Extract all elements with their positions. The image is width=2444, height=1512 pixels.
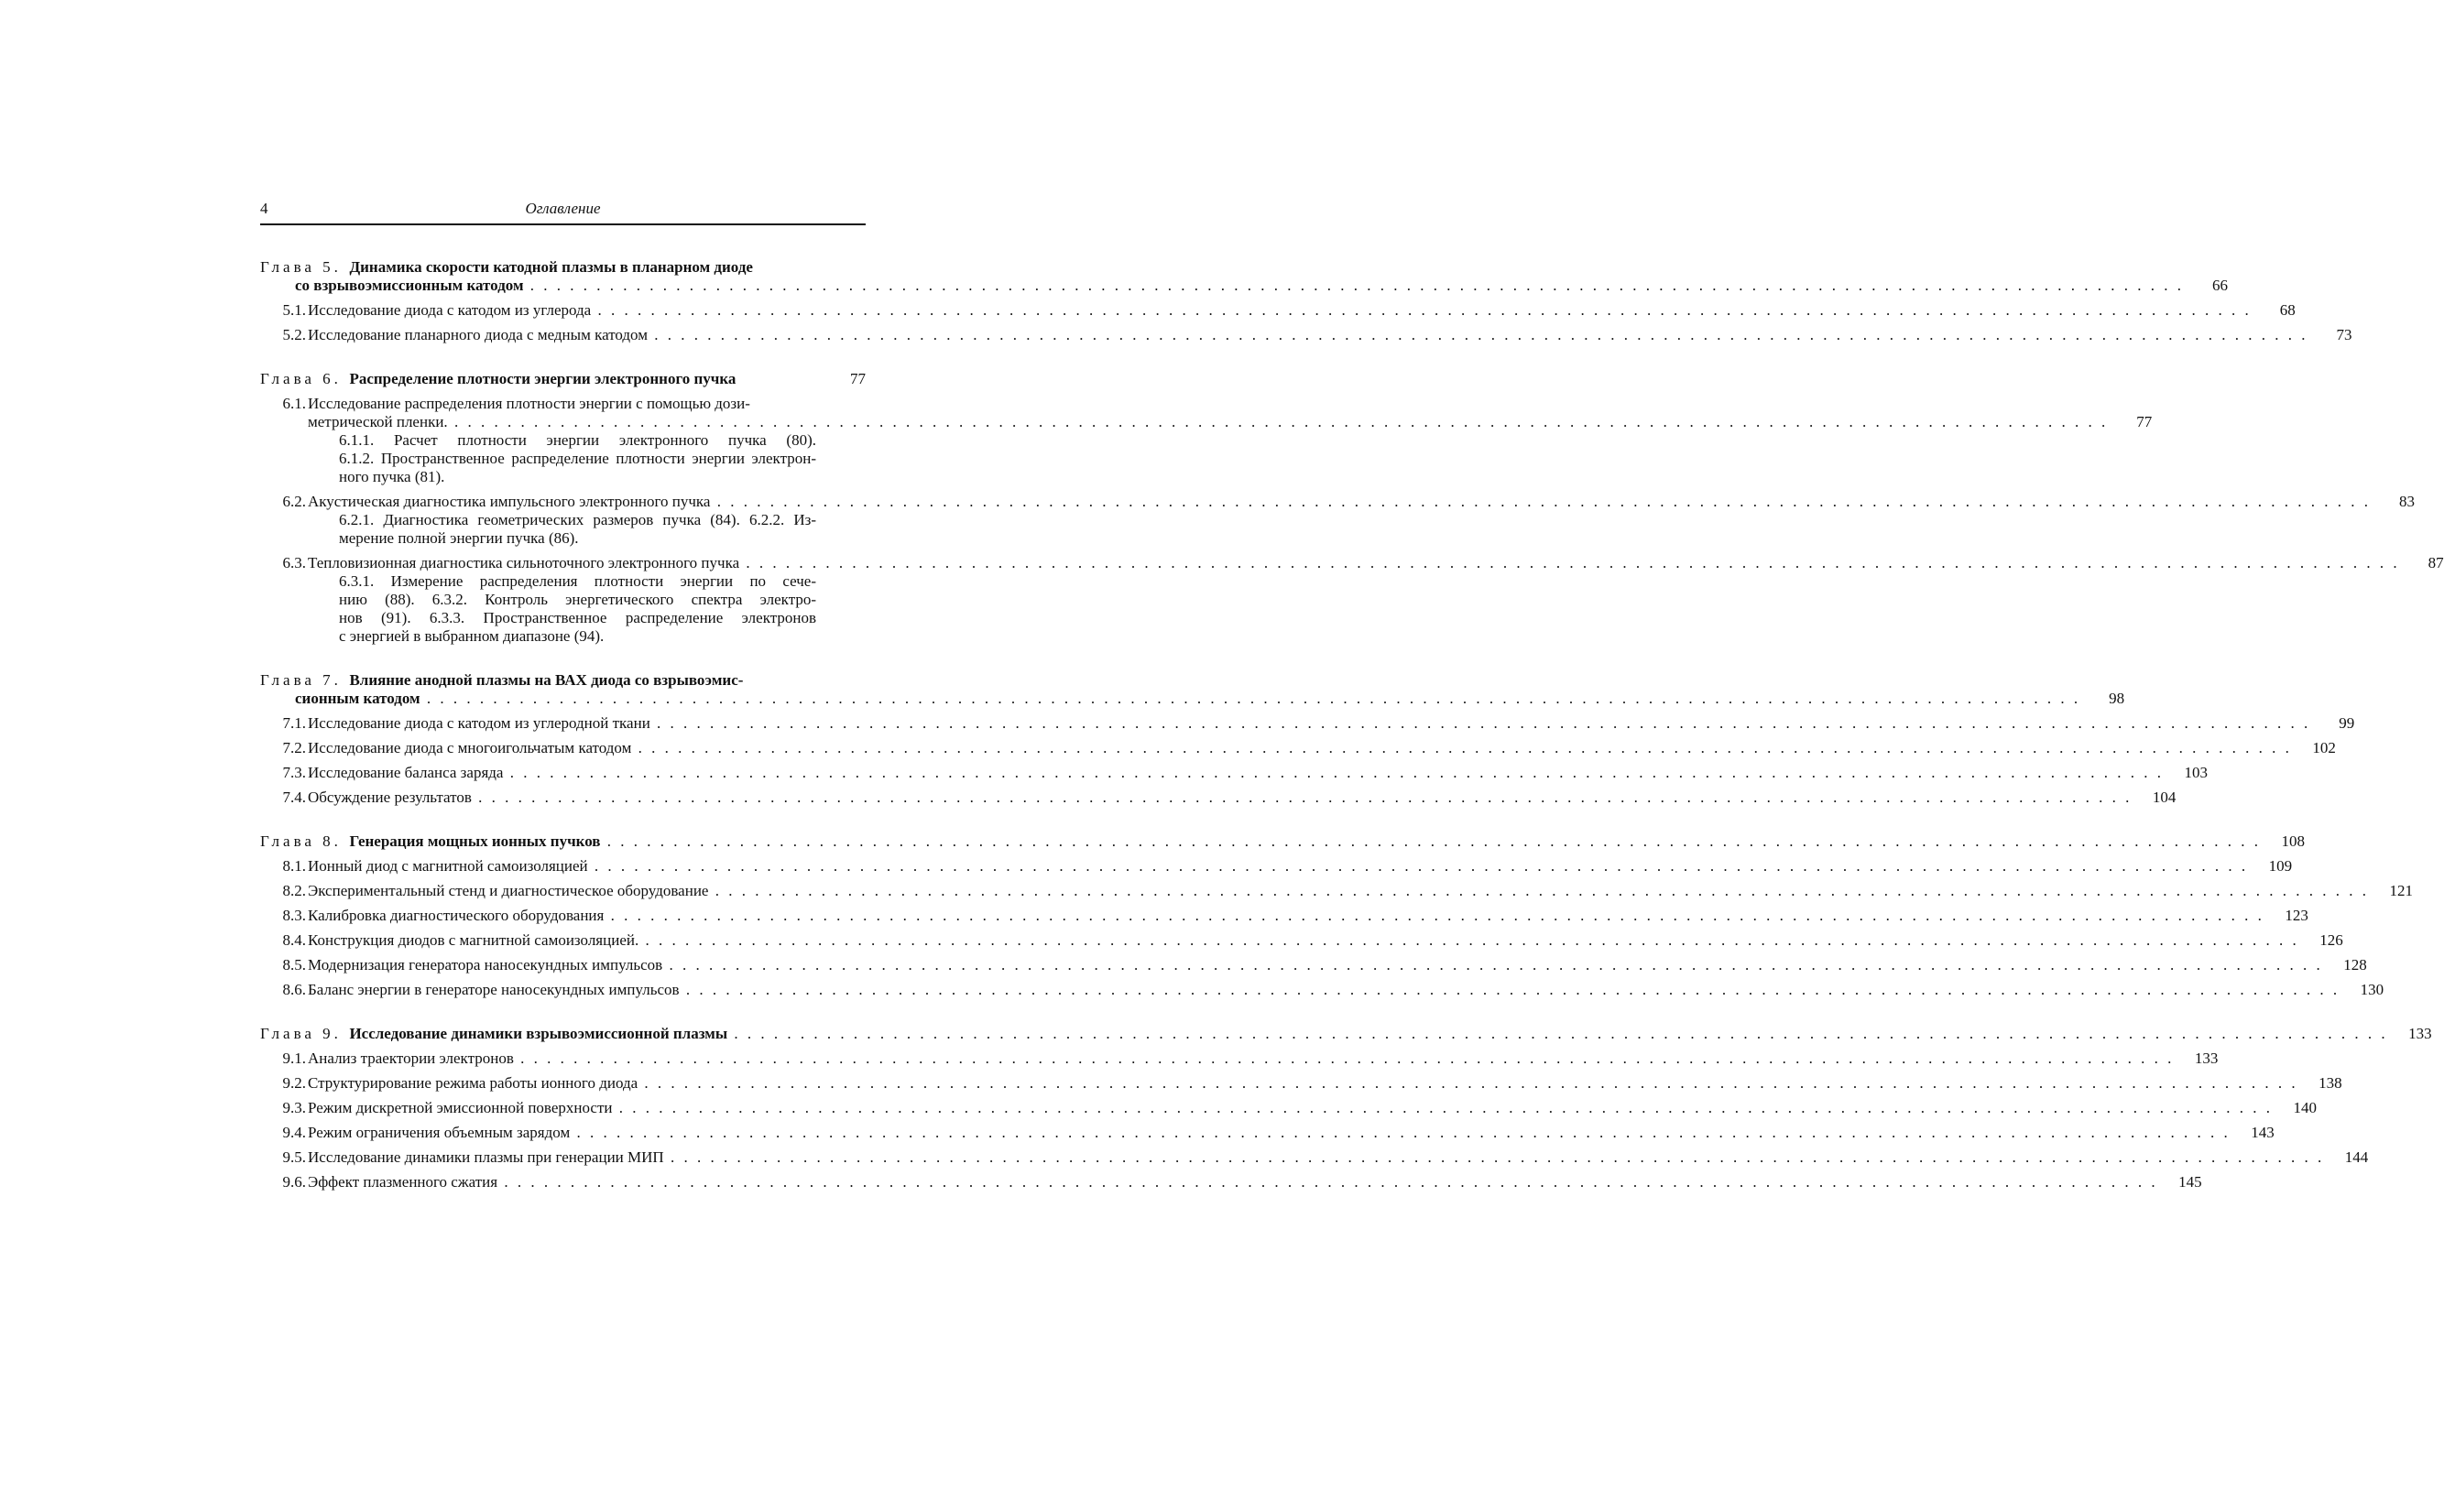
chapter-title: Исследование динамики взрывоэмиссионной плазмы	[349, 1025, 728, 1042]
table-of-contents	[260, 258, 2444, 1191]
toc-section[interactable]	[260, 764, 2208, 782]
section-page: 68	[2279, 301, 2296, 319]
chapter-label: Глава 7.	[260, 671, 342, 689]
section-page: 143	[2251, 1124, 2275, 1141]
section-number: 9.3.	[282, 1099, 306, 1116]
section-title: Калибровка диагностического оборудования	[308, 907, 605, 924]
section-number: 9.6.	[282, 1173, 306, 1191]
section-number: 9.4.	[282, 1124, 306, 1141]
chapter-title: Распределение плотности энергии электронного пучка	[349, 370, 736, 387]
chapter-entry-line[interactable]	[260, 370, 866, 388]
section-title: Эффект плазменного сжатия	[308, 1173, 498, 1191]
toc-section[interactable]	[260, 493, 2415, 548]
section-page: 144	[2344, 1148, 2369, 1166]
section-number: 8.5.	[282, 956, 306, 974]
toc-section[interactable]	[260, 395, 2153, 486]
running-head	[260, 200, 866, 225]
section-page: 145	[2178, 1173, 2202, 1191]
section-page: 104	[2152, 789, 2177, 806]
section-number: 7.4.	[282, 789, 306, 806]
section-number: 8.1.	[282, 857, 306, 875]
section-title: Акустическая диагностика импульсного электронного пучка	[308, 493, 711, 510]
toc-chapter-7	[260, 671, 2355, 807]
toc-chapter-5	[260, 258, 2352, 344]
section-page: 130	[2360, 981, 2384, 998]
section-page: 83	[2398, 493, 2415, 510]
toc-section[interactable]	[260, 882, 2413, 900]
section-page: 133	[2194, 1050, 2219, 1067]
section-title: Режим ограничения объемным зарядом	[308, 1124, 571, 1141]
section-number: 6.3.	[282, 554, 306, 571]
toc-section[interactable]	[260, 1074, 2342, 1093]
toc-section[interactable]	[260, 1099, 2317, 1117]
toc-section[interactable]	[260, 789, 2177, 807]
section-page: 126	[2319, 931, 2343, 949]
section-title: Баланс энергии в генераторе наносекундных импульсов	[308, 981, 680, 998]
toc-section[interactable]	[260, 1050, 2219, 1068]
chapter-page: 108	[2281, 832, 2305, 850]
section-title: Исследование динамики плазмы при генерации МИП	[308, 1148, 664, 1166]
section-title: Конструкция диодов с магнитной самоизоляцией.	[308, 931, 639, 949]
chapter-title: Влияние анодной плазмы на ВАХ диода со взрывоэмис-	[349, 671, 744, 689]
section-number: 6.1.	[282, 395, 306, 412]
subsection-line: нию (88). 6.3.2. Контроль энергетического спектра электро-	[339, 591, 816, 608]
toc-section[interactable]	[260, 739, 2336, 757]
section-number: 6.2.	[282, 493, 306, 510]
chapter-entry-line[interactable]	[260, 277, 2229, 295]
toc-section[interactable]	[260, 326, 2352, 344]
section-title: Исследование диода с катодом из углеродной ткани	[308, 714, 650, 732]
subsection-line: 6.2.1. Диагностика геометрических размеров пучка (84). 6.2.2. Из-	[339, 511, 816, 528]
toc-section[interactable]	[260, 714, 2355, 733]
chapter-title-continued: со взрывоэмиссионным катодом	[295, 277, 524, 294]
section-title: Исследование диода с многоигольчатым катодом	[308, 739, 632, 756]
chapter-label: Глава 8.	[260, 832, 342, 850]
chapter-title-continued: сионным катодом	[295, 690, 420, 707]
section-title: Обсуждение результатов	[308, 789, 472, 806]
toc-section[interactable]	[260, 554, 2444, 646]
subsection-line: 6.1.2. Пространственное распределение плотности энергии электрон-	[339, 450, 816, 467]
section-title-continued: метрической пленки.	[308, 413, 448, 430]
section-number: 8.2.	[282, 882, 306, 899]
section-number: 7.1.	[282, 714, 306, 732]
section-page: 102	[2312, 739, 2336, 756]
chapter-page: 133	[2408, 1025, 2432, 1042]
section-page: 123	[2285, 907, 2308, 924]
section-title: Режим дискретной эмиссионной поверхности	[308, 1099, 613, 1116]
chapter-label: Глава 5.	[260, 258, 342, 276]
toc-section[interactable]	[260, 956, 2367, 974]
chapter-label: Глава 9.	[260, 1025, 342, 1042]
section-title: Модернизация генератора наносекундных импульсов	[308, 956, 663, 974]
section-title: Структурирование режима работы ионного диода	[308, 1074, 638, 1092]
toc-chapter-9	[260, 1025, 2432, 1191]
section-number: 9.1.	[282, 1050, 306, 1067]
subsection-line: 6.1.1. Расчет плотности энергии электронного пучка (80).	[339, 431, 816, 449]
toc-chapter-6	[260, 370, 2444, 646]
section-page: 103	[2184, 764, 2208, 781]
section-number: 8.3.	[282, 907, 306, 924]
toc-section[interactable]	[260, 1173, 2202, 1191]
section-page: 121	[2389, 882, 2413, 899]
section-number: 5.1.	[282, 301, 306, 319]
page-number: 4	[260, 200, 268, 217]
section-title: Ионный диод с магнитной самоизоляцией	[308, 857, 588, 875]
toc-section[interactable]	[260, 857, 2293, 876]
chapter-page: 66	[2212, 277, 2229, 294]
toc-section[interactable]	[260, 931, 2343, 950]
toc-section[interactable]	[260, 981, 2384, 999]
chapter-entry-line[interactable]	[260, 832, 2305, 851]
section-page: 140	[2293, 1099, 2317, 1116]
section-number: 7.3.	[282, 764, 306, 781]
toc-section[interactable]	[260, 1124, 2275, 1142]
chapter-page: 77	[850, 370, 866, 387]
section-number: 5.2.	[282, 326, 306, 343]
subsection-line: нов (91). 6.3.3. Пространственное распределение электронов	[339, 609, 816, 626]
toc-section[interactable]	[260, 1148, 2369, 1167]
running-head-title: Оглавление	[525, 200, 601, 217]
subsection-line: мерение полной энергии пучка (86).	[339, 529, 579, 547]
section-title: Исследование баланса заряда	[308, 764, 504, 781]
section-page: 128	[2343, 956, 2367, 974]
section-title: Анализ траектории электронов	[308, 1050, 514, 1067]
subsection-line: ного пучка (81).	[339, 468, 445, 485]
section-page: 73	[2336, 326, 2352, 343]
chapter-page: 98	[2109, 690, 2125, 707]
section-title: Исследование распределения плотности энергии с помощью дози-	[308, 395, 750, 412]
section-page: 77	[2136, 413, 2153, 430]
toc-section[interactable]	[260, 907, 2308, 925]
section-title: Тепловизионная диагностика сильноточного электронного пучка	[308, 554, 740, 571]
toc-chapter-8	[260, 832, 2413, 999]
subsection-line: с энергией в выбранном диапазоне (94).	[339, 627, 605, 645]
chapter-title: Генерация мощных ионных пучков	[349, 832, 601, 850]
section-page: 99	[2339, 714, 2355, 732]
section-page: 109	[2268, 857, 2293, 875]
toc-section[interactable]	[260, 301, 2296, 320]
section-page: 87	[2428, 554, 2444, 571]
section-number: 9.5.	[282, 1148, 306, 1166]
section-number: 8.4.	[282, 931, 306, 949]
chapter-title: Динамика скорости катодной плазмы в планарном диоде	[349, 258, 753, 276]
chapter-entry-line[interactable]	[260, 690, 2125, 708]
chapter-entry-line[interactable]	[260, 1025, 2432, 1043]
section-number: 9.2.	[282, 1074, 306, 1092]
section-title: Экспериментальный стенд и диагностическое оборудование	[308, 882, 709, 899]
section-page: 138	[2319, 1074, 2342, 1092]
section-number: 8.6.	[282, 981, 306, 998]
chapter-label: Глава 6.	[260, 370, 342, 387]
section-number: 7.2.	[282, 739, 306, 756]
subsection-line: 6.3.1. Измерение распределения плотности энергии по сече-	[339, 572, 816, 590]
section-title: Исследование диода с катодом из углерода	[308, 301, 592, 319]
section-title: Исследование планарного диода с медным катодом	[308, 326, 648, 343]
